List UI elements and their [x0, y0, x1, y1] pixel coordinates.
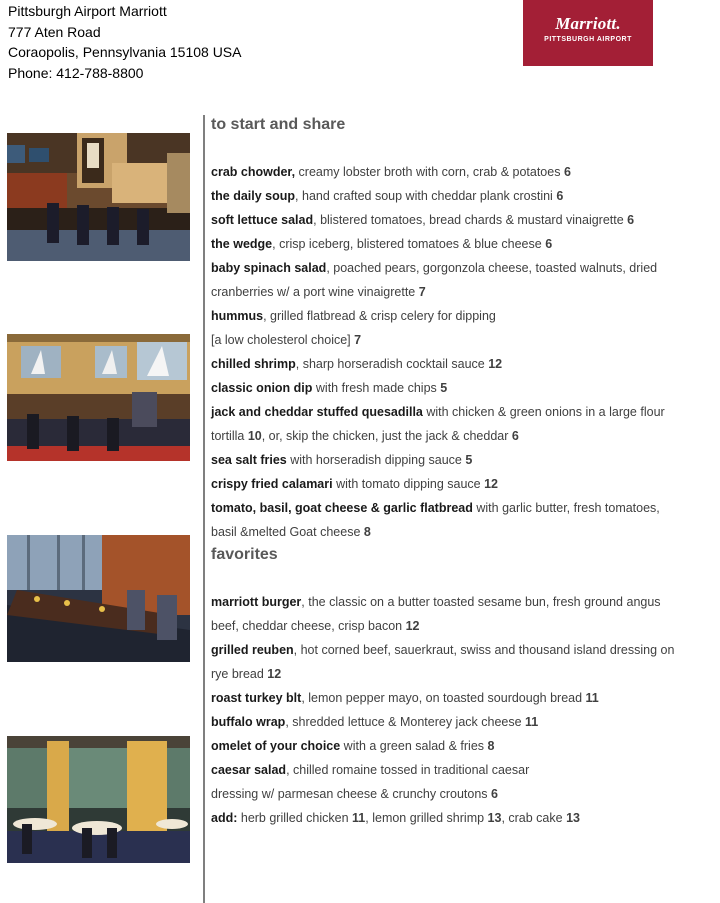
- menu-line: [211, 590, 716, 614]
- menu-line: [211, 208, 716, 232]
- item-description: , shredded lettuce & Monterey jack cheese: [285, 715, 526, 729]
- item-name: classic onion dip: [211, 381, 313, 395]
- item-name: roast turkey blt: [211, 691, 302, 705]
- item-description: , hand crafted soup with cheddar plank crostini: [295, 189, 557, 203]
- bar-photo: [7, 133, 190, 261]
- item-name: grilled reuben: [211, 643, 294, 657]
- menu-line: [211, 520, 716, 544]
- item-name: the daily soup: [211, 189, 296, 203]
- item-price: 11: [352, 811, 366, 825]
- item-description: with fresh made chips: [312, 381, 441, 395]
- item-price: 12: [488, 357, 503, 371]
- item-price: 7: [418, 285, 426, 299]
- city-line: Coraopolis, Pennsylvania 15108 USA: [8, 44, 242, 60]
- menu-line: [211, 710, 716, 734]
- item-description: rye bread: [211, 667, 268, 681]
- item-price: 8: [487, 739, 495, 753]
- vertical-divider: [203, 115, 205, 903]
- item-description: , chilled romaine tossed in traditional caesar: [286, 763, 530, 777]
- item-price: 7: [354, 333, 362, 347]
- marriott-logo: [523, 0, 653, 66]
- street-line: 777 Aten Road: [8, 23, 101, 40]
- section-title-start: to start and share: [211, 116, 346, 133]
- item-name: tomato, basil, goat cheese & garlic flatbread: [211, 501, 473, 515]
- item-description: creamy lobster broth with corn, crab & potatoes: [295, 165, 564, 179]
- item-description: , grilled flatbread & crisp celery for dipping: [263, 309, 496, 323]
- item-description: beef, cheddar cheese, crisp bacon: [211, 619, 406, 633]
- item-description: with horseradish dipping sauce: [286, 453, 466, 467]
- item-price: 11: [585, 691, 599, 705]
- item-description: dressing w/ parmesan cheese & crunchy croutons: [211, 787, 491, 801]
- item-description: , lemon pepper mayo, on toasted sourdough bread: [301, 691, 586, 705]
- item-name: add:: [211, 811, 238, 825]
- item-price: 6: [556, 189, 564, 203]
- item-name: soft lettuce salad: [211, 213, 314, 227]
- menu-line: [211, 686, 716, 710]
- item-name: sea salt fries: [211, 453, 287, 467]
- hotel-name: Pittsburgh Airport Marriott: [8, 3, 167, 19]
- menu-line: [211, 448, 716, 472]
- menu-line: [211, 424, 716, 448]
- item-price: 5: [465, 453, 473, 467]
- item-description: , crisp iceberg, blistered tomatoes & blue cheese: [272, 237, 546, 251]
- start-menu-list: [211, 160, 716, 544]
- menu-line: [211, 352, 716, 376]
- item-name: caesar salad: [211, 763, 287, 777]
- menu-line: [211, 256, 716, 280]
- item-description: tortilla: [211, 429, 248, 443]
- item-price: 12: [267, 667, 282, 681]
- item-price: 12: [405, 619, 420, 633]
- item-description: herb grilled chicken: [237, 811, 353, 825]
- menu-line: [211, 160, 716, 184]
- menu-line: [211, 662, 716, 686]
- item-description: with chicken & green onions in a large flour: [422, 405, 665, 419]
- item-price: 11: [525, 715, 539, 729]
- item-name: crab chowder,: [211, 165, 296, 179]
- favorites-menu-list: [211, 590, 716, 830]
- item-price: 6: [627, 213, 635, 227]
- item-description: , hot corned beef, sauerkraut, swiss and thousand island dressing on: [293, 643, 675, 657]
- menu-line: [211, 376, 716, 400]
- item-description: , poached pears, gorgonzola cheese, toasted walnuts, dried: [326, 261, 658, 275]
- item-name: buffalo wrap: [211, 715, 286, 729]
- item-name: baby spinach salad: [211, 261, 327, 275]
- menu-line: [211, 782, 716, 806]
- item-name: marriott burger: [211, 595, 302, 609]
- menu-line: [211, 184, 716, 208]
- item-price: 10: [247, 429, 262, 443]
- item-description: with garlic butter, fresh tomatoes,: [472, 501, 660, 515]
- menu-line: [211, 304, 716, 328]
- item-price: 6: [545, 237, 553, 251]
- private-dining-photo: [7, 535, 190, 662]
- menu-line: [211, 638, 716, 662]
- item-description: , the classic on a butter toasted sesame bun, fresh ground angus: [301, 595, 661, 609]
- item-name: hummus: [211, 309, 264, 323]
- menu-line: [211, 328, 716, 352]
- menu-line: [211, 496, 716, 520]
- menu-line: [211, 280, 716, 304]
- item-description: , blistered tomatoes, bread chards & mustard vinaigrette: [313, 213, 628, 227]
- menu-line: [211, 806, 716, 830]
- item-price: 13: [566, 811, 580, 825]
- logo-subtitle: PITTSBURGH AIRPORT: [544, 36, 632, 43]
- item-description: , lemon grilled shrimp: [365, 811, 488, 825]
- item-price: 8: [363, 525, 371, 539]
- item-description: , or, skip the chicken, just the jack & cheddar: [261, 429, 512, 443]
- hotel-address: [8, 1, 241, 83]
- item-name: chilled shrimp: [211, 357, 296, 371]
- dining-photo-sails: [7, 334, 190, 461]
- item-name: the wedge: [211, 237, 273, 251]
- item-name: jack and cheddar stuffed quesadilla: [211, 405, 423, 419]
- menu-line: [211, 614, 716, 638]
- item-description: cranberries w/ a port wine vinaigrette: [211, 285, 419, 299]
- menu-line: [211, 758, 716, 782]
- menu-line: [211, 400, 716, 424]
- menu-line: [211, 734, 716, 758]
- menu-content: [211, 114, 716, 830]
- item-name: crispy fried calamari: [211, 477, 333, 491]
- item-price: 6: [511, 429, 519, 443]
- item-name: omelet of your choice: [211, 739, 341, 753]
- section-title-favorites: favorites: [211, 546, 278, 563]
- logo-brand: Marriott.: [555, 14, 621, 33]
- menu-line: [211, 232, 716, 256]
- menu-line: [211, 472, 716, 496]
- item-price: 12: [484, 477, 498, 491]
- restaurant-photo: [7, 736, 190, 863]
- item-description: [a low cholesterol choice]: [211, 333, 355, 347]
- item-description: with tomato dipping sauce: [332, 477, 485, 491]
- item-price: 6: [563, 165, 571, 179]
- item-description: , sharp horseradish cocktail sauce: [295, 357, 489, 371]
- item-description: , crab cake: [501, 811, 567, 825]
- item-description: basil &melted Goat cheese: [211, 525, 364, 539]
- item-price: 6: [491, 787, 498, 801]
- item-price: 5: [440, 381, 448, 395]
- item-price: 13: [487, 811, 502, 825]
- item-description: with a green salad & fries: [340, 739, 488, 753]
- phone-line: Phone: 412-788-8800: [8, 64, 144, 81]
